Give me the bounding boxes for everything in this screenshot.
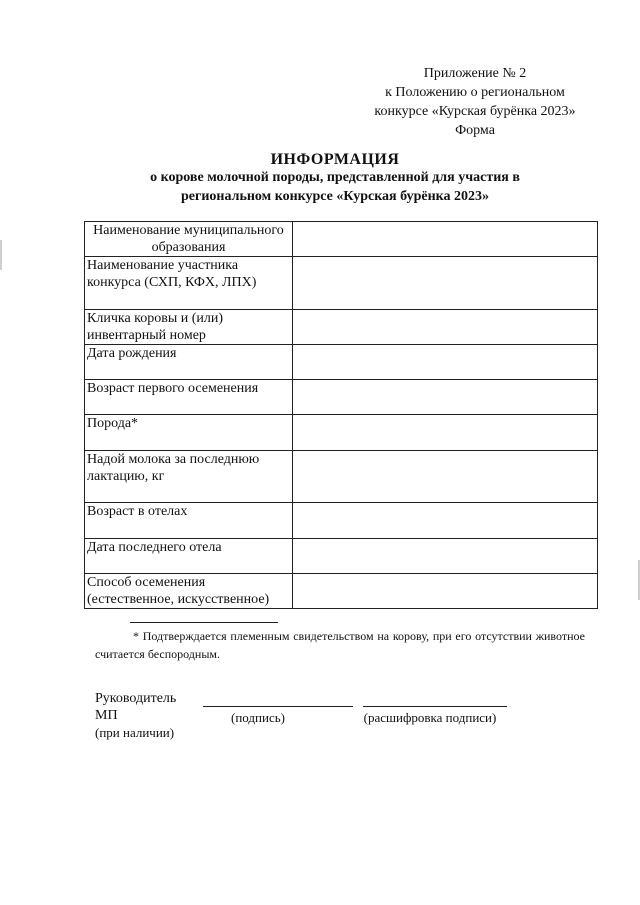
signature-decode-caption: (расшифровка подписи): [363, 710, 497, 725]
row-value-birth-date[interactable]: [293, 345, 598, 380]
scan-edge-mark-left: [0, 240, 2, 270]
appendix-number: Приложение № 2: [423, 66, 527, 81]
row-label-calvings-age: Возраст в отелах: [85, 503, 293, 539]
row-label-birth-date: Дата рождения: [85, 345, 293, 380]
appendix-reference: к Положению о региональном: [385, 85, 565, 100]
row-value-calvings-age[interactable]: [293, 503, 598, 539]
document-subtitle-line2: региональном конкурсе «Курская бурёнка 2023»: [180, 189, 490, 204]
signature-caption: (подпись): [231, 710, 285, 725]
row-value-breed[interactable]: [293, 415, 598, 451]
table-row: [85, 415, 598, 451]
signature-stamp-label: МП: [95, 708, 118, 723]
row-value-cow-name[interactable]: [293, 310, 598, 345]
table-row: [85, 380, 598, 415]
row-label-insemination-method: Способ осеменения (естественное, искусственное): [85, 574, 293, 609]
row-label-municipality: Наименование муниципального образования: [85, 222, 293, 257]
row-value-insemination-method[interactable]: [293, 574, 598, 609]
table-row: [85, 345, 598, 380]
appendix-header: [355, 64, 595, 140]
row-label-breed: Порода*: [85, 415, 293, 451]
footnote-breed: * Подтверждается племенным свидетельством на корову, при его отсутствии животное считается беспородным.: [95, 629, 585, 661]
row-label-cow-name: Кличка коровы и (или) инвентарный номер: [85, 310, 293, 345]
table-row: [85, 574, 598, 609]
row-value-last-calving-date[interactable]: [293, 539, 598, 574]
document-title: ИНФОРМАЦИЯ: [270, 151, 400, 168]
signature-stamp-optional: (при наличии): [95, 725, 175, 740]
row-value-milk-yield[interactable]: [293, 451, 598, 503]
cow-info-table: [84, 221, 598, 609]
document-subtitle-line1: о корове молочной породы, представленной для участия в: [150, 170, 520, 185]
signature-decode-line[interactable]: [363, 706, 507, 707]
appendix-contest: конкурсе «Курская бурёнка 2023»: [374, 104, 576, 119]
signature-head-label: Руководитель: [95, 691, 177, 706]
footnote-divider: [130, 622, 278, 623]
table-row: [85, 310, 598, 345]
row-label-last-calving-date: Дата последнего отела: [85, 539, 293, 574]
row-value-municipality[interactable]: [293, 222, 598, 257]
signature-line[interactable]: [203, 706, 353, 707]
table-row: [85, 503, 598, 539]
row-value-participant[interactable]: [293, 257, 598, 310]
table-row: [85, 257, 598, 310]
row-label-first-insemination-age: Возраст первого осеменения: [85, 380, 293, 415]
table-row: [85, 451, 598, 503]
row-label-participant: Наименование участника конкурса (СХП, КФХ, ЛПХ): [85, 257, 293, 310]
appendix-form-label: Форма: [455, 123, 495, 138]
table-row: [85, 539, 598, 574]
table-row: [85, 222, 598, 257]
row-label-milk-yield: Надой молока за последнюю лактацию, кг: [85, 451, 293, 503]
row-value-first-insemination-age[interactable]: [293, 380, 598, 415]
